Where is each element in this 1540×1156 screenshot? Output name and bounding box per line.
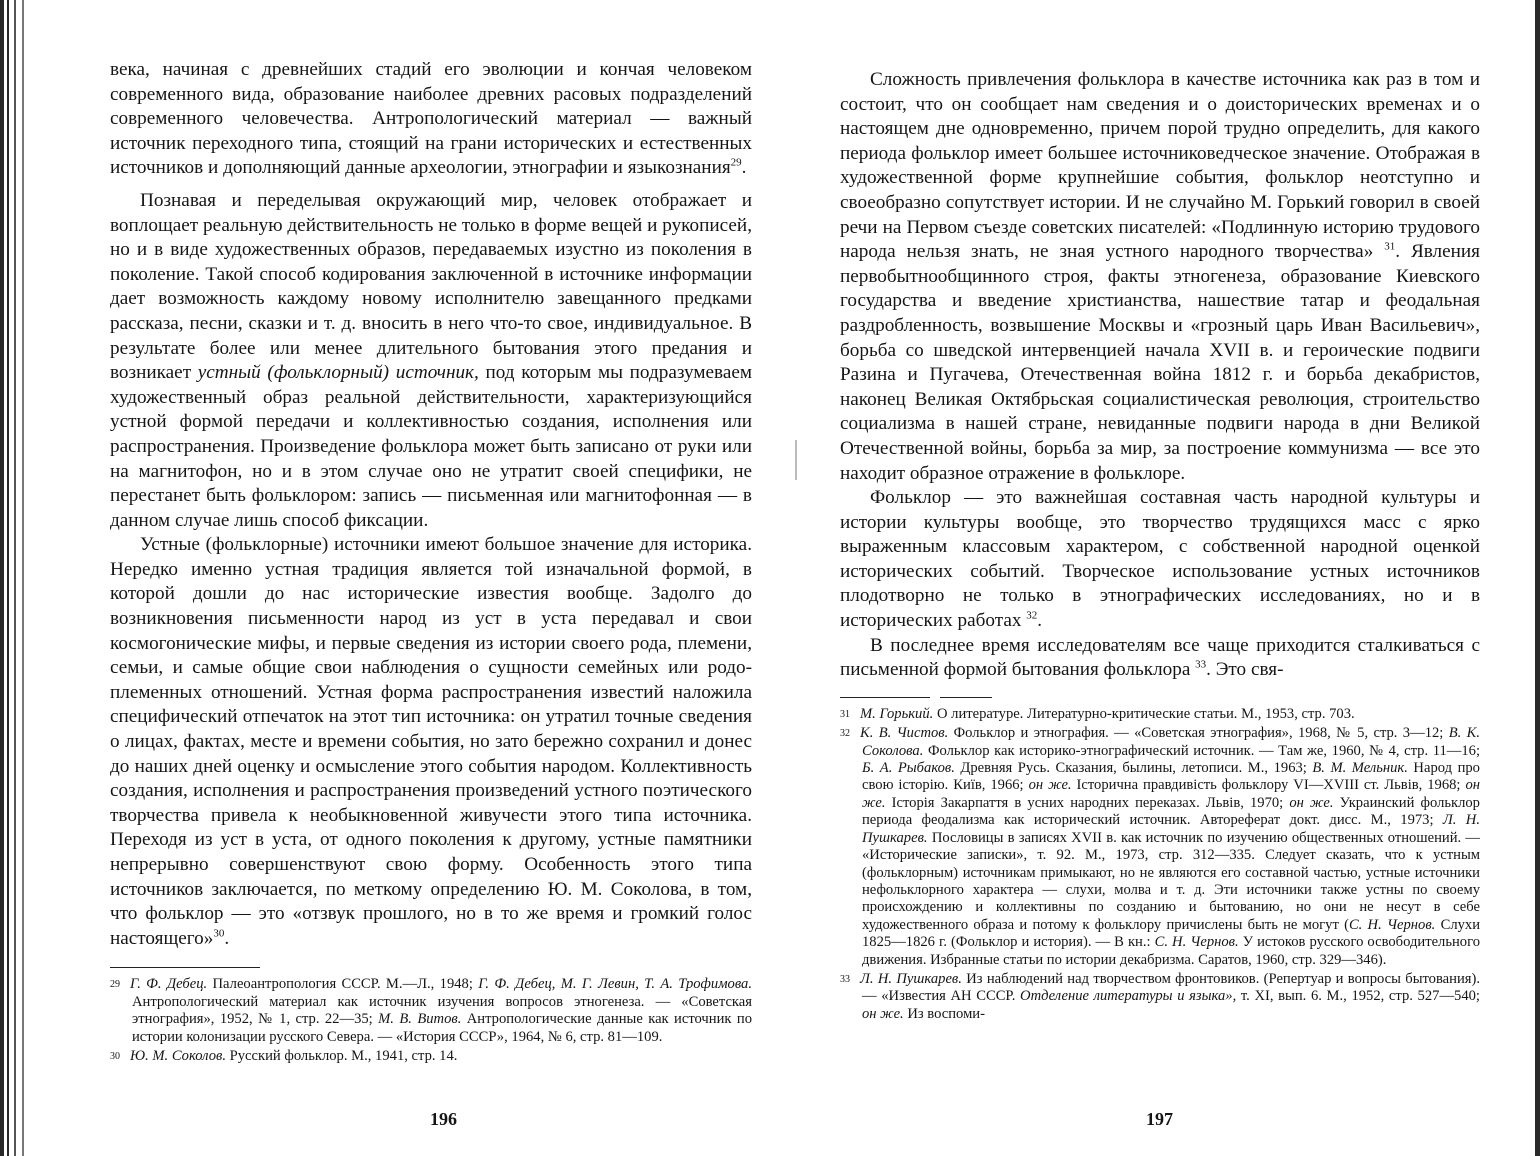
footnote-30 [110, 1048, 752, 1065]
left-paragraph-2-cont: под которым мы подразумеваем художественный образ реальной действительности, характеризующийся устной формой передачи и коллективностью создания, исполнения или распространения. Произведение фольклора может быть записано от руки или на магнитофон, но и в этом случае оно не утратит своей специфики, не перестанет быть фольклором: запись — письменная или магнитофонная — в данном случае лишь способ фиксации. [110, 362, 752, 531]
left-page [110, 58, 752, 1067]
right-paragraph-3-text: В последнее время исследователям все чаще приходится сталкиваться с письменной формой бытования фольклора [840, 634, 1480, 681]
right-paragraph-3-cont: Это свя- [1215, 659, 1284, 681]
left-book-edge [0, 0, 4, 1156]
page-number-right: 197 [1146, 1109, 1173, 1129]
footnote-author: он же. [862, 777, 1480, 811]
footnote-author: Л. Н. Пушкарев. [860, 970, 962, 987]
footnote-text: Украинский фольклор периода феодализма как исторический источник. Автореферат докт. дисс. М., 1973; [862, 794, 1480, 829]
footnote-text: Історична правдивість фольклору VI—XVIII ст. Львів, 1968; [1076, 777, 1461, 794]
footnote-ref-30: 30 [213, 927, 225, 940]
footnote-author: М. В. Витов. [378, 1011, 462, 1028]
right-paragraph-1-cont: Явления первобытнообщинного строя, факты этногенеза, образование Киевского государства и введение христианства, нашествие татар и феодальная раздробленность, возвышение Москвы и «грозный царь Иван Васильевич», борьба со шведской интервенцией начала XVII в. и героические подвиги Разина и Пугачева, Отечественная война 1812 г. и борьба декабристов, наконец Великая Октябрьская социалистическая революция, строительство социализма в нашей стране, невиданные подвиги народа в дни Великой Отечественной войны, борьба за мир, за построение коммунизма — все это находит образное отражение в фольклоре. [840, 241, 1480, 484]
footnote-author: Ю. М. Соколов. [130, 1048, 226, 1064]
footnote-29 [110, 976, 752, 1046]
left-paragraph-3-text: Устные (фольклорные) источники имеют большое значение для историка. Нередко именно устная традиция является той изначальной формой, в которой дошли до нас исторические известия вообще. Задолго до возникновения письменности народ из уст в уста передавал и свои космогонические мифы, и первые сведения из истории своего рода, племени, семьи, и самые общие свои наблюдения о сущности семейных или родо-племенных отношений. Устная форма распространения известий наложила специфический отпечаток на этот тип источника: он утратил точные сведения о лицах, фактах, месте и времени события, но зато бережно сохранил и донес до наших дней оценку и осмысление этого события народом. Коллективность создания, исполнения и распространения произведений устного поэтического творчества привела к необыкновенной живучести этого типа источника. Переходя из уст в уста, от одного поколения к другому, устные памятники непрерывно совершенствуют свою форму. Особенность этого типа источников заключается, по меткому определению Ю. М. Соколова, в том, что фольклор — это «отзвук прошлого, но в то же время и громкий голос настоящего» [110, 534, 752, 949]
footnote-author: С. Н. Чернов. [1154, 934, 1239, 951]
footnote-31 [840, 706, 1480, 723]
footnote-author: К. В. Чистов. [860, 725, 949, 742]
footnote-author: М. Горький. [860, 705, 934, 722]
left-book-edge-inner3 [22, 0, 24, 1156]
right-paragraph-1: Сложность привлечения фольклора в качестве источника как раз в том и состоит, что он сообщает нам сведения и о доисторических временах и о настоящем дне одновременно, причем порой трудно определить, для какого периода фольклор имеет большее источниковедческое значение. Отображая в художественной форме крупнейшие события, фольклор неотступно и своеобразно сопутствует истории. И не случайно М. Горький говорил в своей речи на Первом съезде советских писателей: «Подлинную историю трудового народа нельзя знать, не зная устного народного творчества» $^{31}$. Явления первобытнообщинного строя, факты этногенеза, образование Киевского государства и введение христианства, нашествие татар и феодальная раздробленность, возвышение Москвы и «грозный царь Иван Васильевич», борьба со шведской интервенцией начала XVII в. и героические подвиги Разина и Пугачева, Отечественная война 1812 г. и борьба декабристов, наконец Великая Октябрьская социалистическая революция, строительство социализма в нашей стране, невиданные подвиги народа в дни Великой Отечественной войны, борьба за мир, за построение коммунизма — все это находит образное отражение в фольклоре. [840, 69, 1480, 484]
footnote-text: Антропологические данные как источник по истории колонизации русского Севера. — «История СССР», 1964, № 6, стр. 81—109. [132, 1011, 752, 1045]
footnote-italic: Отделение литературы и языка», [1020, 988, 1237, 1005]
footnote-33-num: 33 [840, 973, 850, 985]
right-paragraph-2: Фольклор — это важнейшая составная часть народной культуры и истории культуры вообще, это творчество трудящихся масс с ярко выраженным классовым характером, с собственной народной оценкой исторических событий. Творческое использование устных источников плодотворно не только в этнографических исследованиях, но и в исторических работах $^{32}$. [840, 487, 1480, 632]
right-body [840, 58, 1480, 683]
right-footnote-rule [840, 697, 992, 698]
footnote-text: Палеоантропология СССР. М.—Л., 1948; [212, 976, 473, 993]
footnote-text: Слухи 1825—1826 г. (Фольклор и история). — В кн.: [862, 916, 1481, 951]
footnote-text: Пословицы в записях XVII в. как источник по изучению общественных отношений. — «Исторические записки», т. 92. М., 1973, стр. 312—335. Следует сказать, что к устным (фольклорным) источникам примыкают, но не являются его составной частью, устные источники нефольклорного характера — слухи, молва и т. д. Эти источники также устны по своему происхождению и коллективны по созданию и бытованию, но они не несут в себе художественного образа и потому к фольклору причислены быть не могут ( [862, 829, 1480, 933]
footnote-author: В. М. Мельник. [1312, 760, 1408, 777]
footnote-author: Г. Ф. Дебец. [130, 976, 208, 993]
left-body [110, 58, 752, 951]
footnote-text: Из воспоми- [907, 1005, 985, 1022]
right-footnotes [840, 706, 1480, 1023]
left-footnotes [110, 976, 752, 1065]
right-paragraph-1-text: Сложность привлечения фольклора в качестве источника как раз в том и состоит, что он сообщает нам сведения и о доисторических временах и о настоящем дне одновременно, причем порой трудно определить, для какого периода фольклор имеет большее источниковедческое значение. Отображая в художественной форме крупнейшие события, фольклор неотступно и своеобразно сопутствует истории. И не случайно М. Горький говорил в своей речи на Первом съезде советских писателей: «Подлинную историю трудового народа нельзя знать, не зная устного народного творчества» [840, 69, 1480, 263]
left-paragraph-2-text: Познавая и переделывая окружающий мир, человек отображает и воплощает реальную действительность не только в форме вещей и рукописей, но и в виде художественных образов, передаваемых изустно из поколения в поколение. Такой способ кодирования заключенной в источнике информации дает возможность каждому новому исполнителю завещанного предками рассказа, песни, сказки и т. д. вносить в него что-то свое, индивидуальное. В результате более или менее длительного бытования этого предания и возникает [110, 189, 752, 384]
footnote-32-num: 32 [840, 728, 850, 740]
footnote-author: он же. [1289, 794, 1334, 811]
left-paragraph-1: века, начиная с древнейших стадий его эволюции и кончая человеком современного вида, образование наиболее древних расовых подразделений современного человечества. Антропологический материал — важный источник переходного типа, стоящий на грани исторических и естественных источников и дополняющий данные археологии, этнографии и языкознания$^{29}$. [110, 59, 752, 179]
left-book-edge-inner [7, 0, 9, 1156]
footnote-text: У истоков русского освободительного движения. Избранные статьи по истории декабризма. Саратов, 1960, стр. 329—346). [862, 934, 1481, 968]
right-book-edge [1535, 0, 1540, 1156]
left-footnote-rule [110, 967, 260, 968]
footnote-author: Г. Ф. Дебец, М. Г. Левин, Т. А. Трофимова. [478, 976, 752, 993]
footnote-31-num: 31 [840, 708, 850, 720]
left-paragraph-1-text: века, начиная с древнейших стадий его эволюции и кончая человеком современного вида, образование наиболее древних расовых подразделений современного человечества. Антропологический материал — важный источник переходного типа, стоящий на грани исторических и естественных источников и дополняющий данные археологии, этнографии и языкознания [110, 59, 752, 179]
footnote-text: Антропологический материал как источник изучения вопросов этногенеза. — «Советская этнография», 1952, № 1, стр. 22—35; [132, 993, 752, 1028]
footnote-ref-32: 32 [1026, 609, 1038, 622]
footnote-33 [840, 971, 1480, 1023]
footnote-text: О литературе. Литературно-критические статьи. М., 1953, стр. 703. [936, 705, 1355, 722]
left-book-edge-inner2 [14, 0, 16, 1156]
footnote-ref-29: 29 [730, 156, 742, 169]
right-paragraph-3: В последнее время исследователям все чаще приходится сталкиваться с письменной формой бытования фольклора $^{33}$. Это свя- [840, 634, 1480, 681]
footnote-author: он же. [1028, 777, 1072, 794]
left-paragraph-3: Устные (фольклорные) источники имеют большое значение для историка. Нередко именно устная традиция является той изначальной формой, в которой дошли до нас исторические известия вообще. Задолго до возникновения письменности народ из уст в уста передавал и свои космогонические мифы, и первые сведения из истории своего рода, племени, семьи, и самые общие свои наблюдения о сущности семейных или родо-племенных отношений. Устная форма распространения известий наложила специфический отпечаток на этот тип источника: он утратил точные сведения о лицах, фактах, месте и времени события, но зато бережно сохранил и донес до наших дней оценку и осмысление этого события народом. Коллективность создания, исполнения и распространения произведений устного поэтического творчества привела к необыкновенной живучести этого типа источника. Переходя из уст в уста, от одного поколения к другому, устные памятники непрерывно совершенствуют свою форму. Особенность этого типа источников заключается, по меткому определению Ю. М. Соколова, в том, что фольклор — это «отзвук прошлого, но в то же время и громкий голос настоящего»$^{30}$. [110, 534, 752, 949]
footnote-32 [840, 725, 1480, 969]
footnote-author: Л. Н. Пушкарев. [862, 812, 1480, 846]
footnote-ref-33: 33 [1195, 658, 1207, 671]
footnote-author: В. К. Соколова. [862, 725, 1480, 759]
footnote-text: Народ про свою історію. Київ, 1966; [862, 760, 1480, 794]
footnote-text: Історія Закарпаття в усних народних переказах. Львів, 1970; [891, 794, 1284, 811]
footnote-text: т. XI, вып. 6. М., 1952, стр. 527—540; [1240, 988, 1480, 1005]
right-paragraph-2-text: Фольклор — это важнейшая составная часть народной культуры и истории культуры вообще, это творчество трудящихся масс с ярко выраженным классовым характером, с собственной народной оценкой исторических событий. Творческое использование устных источников плодотворно не только в этнографических исследованиях, но и в исторических работах [840, 487, 1480, 632]
footnote-author: С. Н. Чернов. [1348, 916, 1436, 933]
right-page [840, 58, 1480, 1025]
footnote-text: Древняя Русь. Сказания, былины, летописи. М., 1963; [960, 760, 1307, 777]
footnote-author: Б. А. Рыбаков. [862, 760, 955, 777]
footnote-text: Фольклор и этнография. — «Советская этнография», 1968, № 5, стр. 3—12; [953, 725, 1444, 742]
left-paragraph-2 [110, 189, 752, 533]
footnote-29-num: 29 [110, 979, 120, 991]
footnote-author: он же. [862, 1005, 904, 1022]
page-number-left: 196 [430, 1109, 457, 1129]
footnote-ref-31: 31 [1384, 240, 1396, 253]
footnote-text: Русский фольклор. М., 1941, стр. 14. [229, 1048, 458, 1064]
footnote-30-num: 30 [110, 1051, 120, 1062]
emphasis-oral-source: устный (фольклорный) источник, [197, 362, 479, 384]
gutter-mark [795, 440, 797, 480]
footnote-text: Из наблюдений над творчеством фронтовиков. (Репертуар и вопросы бытования). — «Известия АН СССР. [862, 970, 1480, 1005]
footnote-text: Фольклор как историко-этнографический источник. — Там же, 1960, № 4, стр. 11—16; [927, 742, 1480, 759]
